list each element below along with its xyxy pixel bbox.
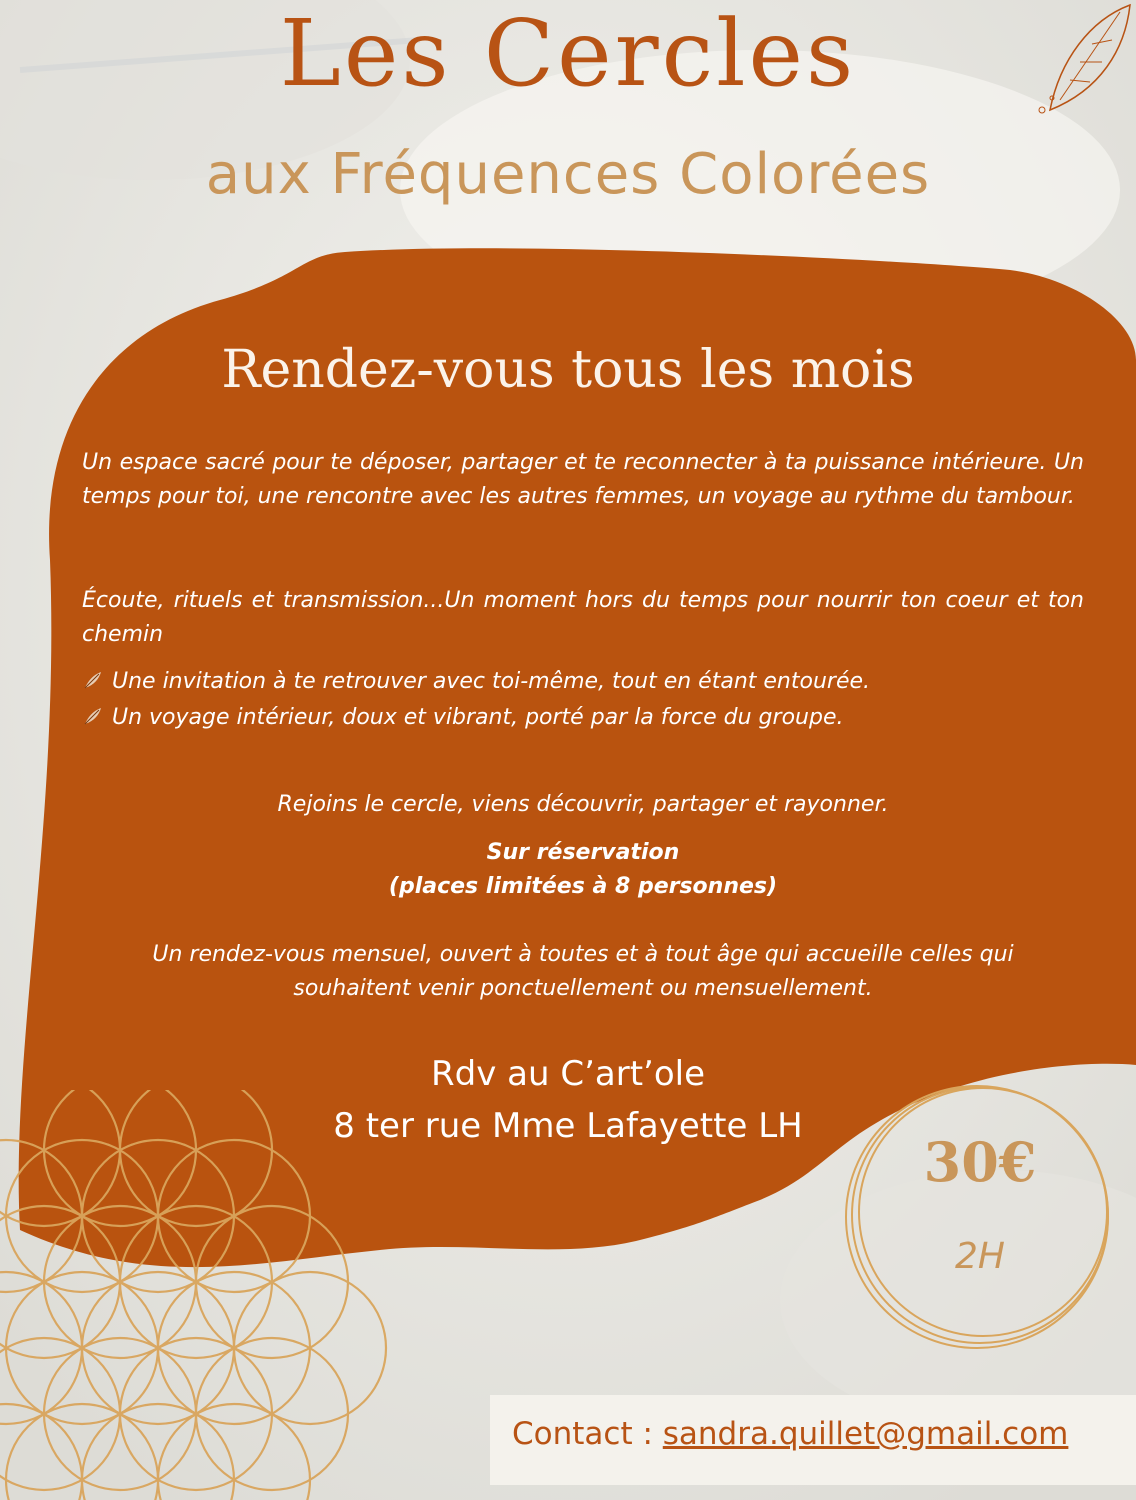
join-text: Rejoins le cercle, viens découvrir, partager et rayonner. [277, 792, 889, 817]
price-amount: 30€ [923, 1130, 1037, 1194]
reservation-note [82, 836, 1084, 904]
page-title: Les Cercles [279, 0, 857, 107]
monthly-line: souhaitent venir ponctuellement ou mensuellement. [293, 976, 873, 1001]
reservation-line: Sur réservation [486, 840, 680, 865]
bullet-text: Un voyage intérieur, doux et vibrant, porté par la force du groupe. [112, 705, 844, 730]
contact-line [512, 1416, 1068, 1452]
contact-label: Contact : [512, 1416, 663, 1452]
price-circle-icon [830, 1065, 1130, 1365]
list-item [82, 664, 1084, 700]
flower-of-life-icon [0, 1090, 470, 1500]
venue-address: 8 ter rue Mme Lafayette LH [333, 1106, 803, 1146]
section-heading: Rendez-vous tous les mois [221, 340, 915, 400]
intro-paragraph: Un espace sacré pour te déposer, partager et te reconnecter à ta puissance intérieure. Un temps pour toi, une rencontre avec les autres femmes, un voyage au rythme du tambour. [82, 450, 1084, 509]
venue-name: Rdv au C’art’ole [431, 1054, 705, 1094]
contact-email-link[interactable]: sandra.quillet@gmail.com [662, 1416, 1069, 1452]
monthly-line: Un rendez-vous mensuel, ouvert à toutes et à tout âge qui accueille celles qui [152, 942, 1014, 967]
session-duration: 2H [955, 1236, 1005, 1277]
page-subtitle: aux Fréquences Colorées [205, 142, 931, 207]
bullet-text: Une invitation à te retrouver avec toi-même, tout en étant entourée. [112, 669, 871, 694]
bullet-list [82, 664, 1084, 736]
list-item [82, 700, 1084, 736]
feather-icon [82, 705, 104, 727]
feather-icon [82, 669, 104, 691]
reservation-line: (places limitées à 8 personnes) [388, 874, 778, 899]
ritual-paragraph: Écoute, rituels et transmission...Un moment hors du temps pour nourrir ton coeur et ton chemin [82, 588, 1084, 647]
monthly-note [82, 938, 1084, 1006]
